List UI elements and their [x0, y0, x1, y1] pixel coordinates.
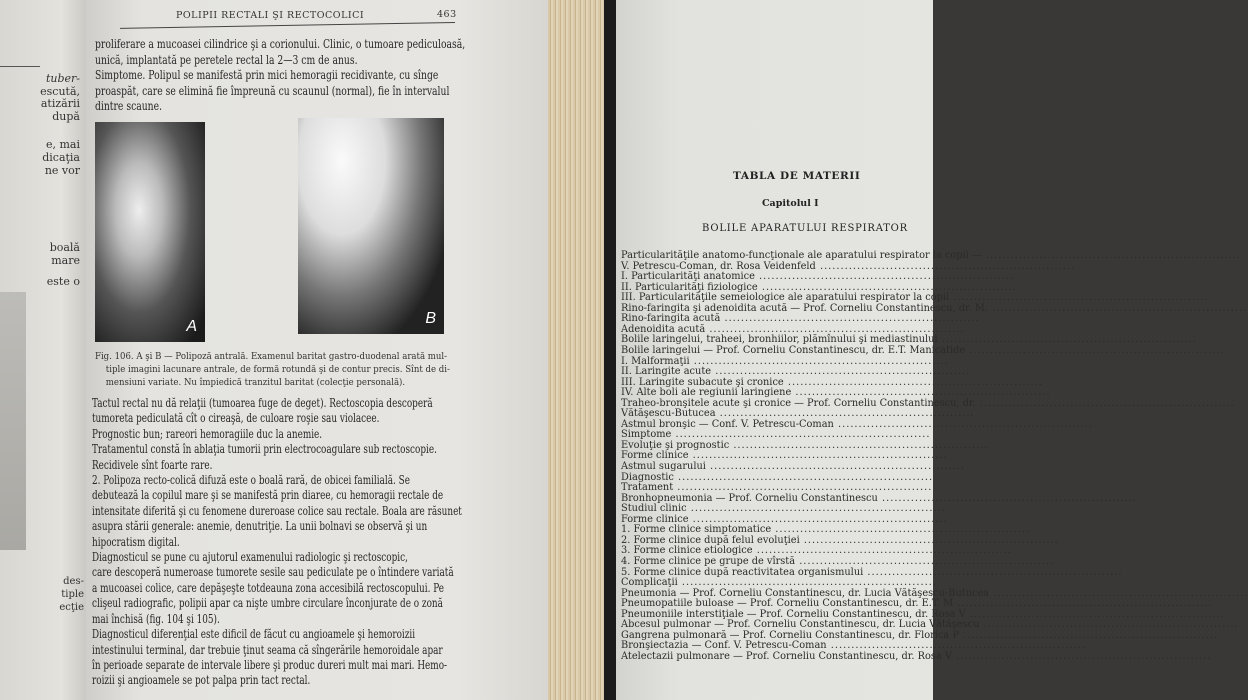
- toc-entry-text: Bronşiectazia — Conf. V. Petrescu-Coman: [621, 640, 827, 652]
- leader-dots: ..............................................................: [981, 250, 1241, 261]
- toc-entry-text: IV. Alte boli ale regiunii laringiene: [621, 387, 792, 399]
- running-head: POLIPII RECTALI ŞI RECTOCOLICI: [176, 10, 365, 21]
- leader-dots: ..............................................................: [688, 513, 948, 525]
- leader-dots: ..............................................................: [689, 355, 949, 367]
- leader-dots: ..............................................................: [705, 323, 965, 335]
- toc-entry-text: Abcesul pulmonar — Prof. Corneliu Constantinescu, dr. Lucia Vătăşescu: [621, 619, 980, 631]
- leader-dots: ..............................................................: [988, 302, 1248, 314]
- toc-entry-text: I. Particularităţi anatomice: [621, 271, 755, 283]
- toc-entry-text: Bolile laringelui, traheei, bronhiilor, plămînului şi mediastinului: [621, 334, 938, 346]
- text-line: a mucoasei colice, care depăşeşte totdeauna zona accesibilă rectoscopului. Pe: [92, 579, 445, 595]
- toc-entry-text: 5. Forme clinice după reactivitatea organismului: [621, 566, 864, 578]
- text-line: intestinului terminal, dar trebuie ţinut seama că sîngerările hemoroidale apar: [92, 641, 443, 657]
- toc-entry-text: II. Particularităţi fiziologice: [621, 281, 758, 293]
- toc-entry-text: Particularităţile anatomo-funcţionale ale aparatului respirator la copii —: [621, 250, 982, 261]
- toc-entry-text: Gangrena pulmonară — Prof. Corneliu Constantinescu, dr. Florica P: [621, 629, 959, 641]
- text-fragment: dicaţia: [42, 151, 80, 164]
- leader-dots: ..............................................................: [671, 429, 931, 441]
- text-line: hipocratism digital.: [92, 533, 180, 549]
- text-line: Tactul rectal nu dă relaţii (tumoarea fuge de deget). Rectoscopia descoperă: [92, 395, 433, 410]
- text-line: roizii şi angioamele se pot palpa prin tact rectal.: [92, 672, 311, 688]
- text-line: intensitate diferită şi cu fenomene dureroase colice sau rectale. Boala are răsunet: [92, 502, 462, 518]
- leader-dots: ..............................................................: [720, 313, 980, 325]
- leader-dots: ..............................................................: [711, 366, 971, 378]
- left-page-photo: [0, 292, 26, 550]
- toc-entry-text: Atelectazii pulmonare — Prof. Corneliu Constantinescu, dr. Rosa V: [621, 650, 952, 662]
- toc-entry-text: Pneumoniile interstiţiale — Prof. Corneliu Constantinescu, dr. Rosa V: [621, 608, 966, 620]
- text-fragment: tuber-: [45, 72, 80, 85]
- text-line: dintre scaune.: [95, 98, 163, 113]
- toc-entry-text: Simptome: [621, 429, 672, 441]
- toc-entry-text: II. Laringite acute: [621, 366, 712, 378]
- toc-entry-text: I. Malformaţii: [621, 355, 690, 367]
- text-fragment: atizării: [40, 97, 80, 110]
- leader-dots: ..............................................................: [673, 482, 933, 494]
- leader-dots: ..............................................................: [949, 292, 1209, 304]
- toc-entry-text: Evoluţie şi prognostic: [621, 439, 730, 451]
- leader-dots: ..............................................................: [688, 450, 948, 462]
- text-fragment: ecţie: [59, 602, 84, 613]
- text-line: care descoperă numeroase tumorete sesile sau pediculate pe o întindere variată: [92, 564, 454, 580]
- text-line: Recidivele sînt foarte rare.: [92, 456, 213, 472]
- text-line: Tratamentul constă în ablaţia tumorii prin electrocoagulare sub rectoscopie.: [92, 441, 437, 457]
- text-line: debutează la copilul mare şi se manifestă prin diaree, cu hemoragii rectale de: [92, 487, 444, 503]
- page-edges: [548, 0, 606, 700]
- figure-caption: [95, 350, 489, 389]
- text-line: în perioade separate de intervale libere şi produc dureri mult mai mari. Hemo-: [92, 656, 448, 672]
- figure-label-a: A: [186, 318, 197, 335]
- text-fragment: mare: [51, 254, 80, 267]
- xray-image-b: [298, 118, 444, 334]
- leader-dots: ..............................................................: [757, 281, 1017, 293]
- xray-image-a: [95, 122, 205, 342]
- toc-entry-text: Rino-faringita acută: [621, 313, 721, 325]
- text-fragment: după: [52, 110, 80, 123]
- leader-dots: ..............................................................: [771, 524, 1031, 536]
- toc-entry-text: 2. Forme clinice după felul evoluţiei: [621, 534, 800, 546]
- text-line: proaspăt, care se elimină fie împreună cu scaunul (normal), fie în intervalul: [95, 82, 450, 98]
- toc-entry-text: 3. Forme clinice etiologice: [621, 545, 753, 557]
- text-fragment: ne vor: [44, 164, 80, 177]
- toc-entry-text: III. Laringite subacute şi cronice: [621, 376, 784, 388]
- toc-entry-text: Forme clinice: [621, 513, 689, 525]
- page-number: 463: [437, 9, 457, 20]
- toc-entry-text: Forme clinice: [621, 450, 689, 462]
- toc-entry-text: Diagnostic: [621, 471, 674, 483]
- leader-dots: ..............................................................: [965, 344, 1225, 356]
- leader-dots: ..............................................................: [715, 408, 975, 420]
- leader-dots: ..............................................................: [826, 640, 1086, 652]
- leader-dots: ..............................................................: [754, 271, 1015, 283]
- header-rule: [0, 66, 40, 67]
- toc-entry-text: V. Petrescu-Coman, dr. Rosa Veidenfeld: [621, 260, 816, 272]
- text-line: unică, implantată pe peretele rectal la 2—3 cm de anus.: [95, 51, 358, 67]
- toc-entry-text: Complicaţii: [621, 577, 678, 589]
- chapter-title: BOLILE APARATULUI RESPIRATOR: [702, 223, 909, 234]
- toc-entry-text: Pneumopatiile buloase — Prof. Corneliu Constantinescu, dr. E.T. M: [621, 598, 954, 610]
- leader-dots: ..............................................................: [752, 545, 1012, 557]
- leader-dots: ..............................................................: [729, 439, 989, 451]
- toc-entry-text: III. Particularităţile semeiologice ale aparatului respirator la copil: [621, 292, 950, 304]
- text-line: Simptome. Polipul se manifestă prin mici hemoragii recidivante, cu sînge: [95, 67, 439, 82]
- text-fragment: escută,: [40, 85, 80, 98]
- leader-dots: ..............................................................: [677, 577, 937, 589]
- toc-entry-text: Vătăşescu-Butucea: [621, 408, 716, 420]
- text-line: Diagnosticul diferenţial este dificil de făcut cu angioamele şi hemoroizii: [92, 626, 416, 642]
- leader-dots: ..............................................................: [833, 418, 1094, 430]
- text-fragment: boală: [49, 241, 80, 254]
- toc-entry-text: Rino-faringita şi adenoidita acută — Prof. Corneliu Constantinescu, dr. M.: [621, 302, 989, 314]
- leader-dots: ..............................................................: [783, 376, 1043, 388]
- leader-dots: ..............................................................: [953, 598, 1213, 610]
- top-paragraph: [95, 36, 596, 114]
- leader-dots: ..............................................................: [937, 334, 1197, 346]
- chapter-label: Capitolul I: [762, 198, 819, 209]
- leader-dots: ..............................................................: [705, 461, 966, 472]
- text-line: asupra stării generale: anemie, denutriţie. La unii bolnavi se observă şi un: [92, 518, 428, 534]
- toc-entry-text: Studiul clinic: [621, 503, 687, 515]
- leader-dots: ..............................................................: [958, 629, 1219, 641]
- text-line: mai închisă (fig. 104 şi 105).: [92, 610, 220, 626]
- leader-dots: ..............................................................: [877, 492, 1138, 504]
- leader-dots: ..............................................................: [951, 650, 1212, 662]
- toc-title: TABLA DE MATERII: [733, 170, 861, 182]
- leader-dots: ..............................................................: [863, 566, 1123, 578]
- text-fragment: des-: [63, 576, 84, 587]
- text-line: 2. Polipoza recto-colică difuză este o boală rară, de obicei familială. Se: [92, 472, 410, 488]
- figure-label-b: B: [425, 310, 436, 327]
- text-line: Diagnosticul se pune cu ajutorul examenului radiologic şi rectoscopic,: [92, 549, 408, 565]
- toc-entry-text: Tratament: [621, 482, 674, 494]
- toc-entry-text: Astmul sugarului: [621, 461, 706, 472]
- text-fragment: tiple: [61, 589, 84, 600]
- text-line: tumoreta pediculată cît o cireaşă, de culoare roşie sau violacee.: [92, 410, 380, 426]
- leader-dots: ..............................................................: [795, 555, 1055, 567]
- leader-dots: ..............................................................: [989, 587, 1248, 599]
- toc-entry-text: 1. Forme clinice simptomatice: [621, 524, 772, 536]
- leader-dots: ..............................................................: [791, 387, 1051, 399]
- text-fragment: este o: [46, 275, 80, 288]
- toc-entry-text: Pneumonia — Prof. Corneliu Constantinescu, dr. Lucia Vătăşescu-Butucea: [621, 587, 990, 599]
- toc-entry-text: Astmul bronşic — Conf. V. Petrescu-Coman: [621, 418, 834, 430]
- text-line: clişeul radiografic, polipii apar ca nişte umbre circulare înconjurate de o zonă: [92, 595, 443, 611]
- text-fragment: e, mai: [45, 138, 80, 151]
- leader-dots: ..............................................................: [686, 503, 946, 515]
- leader-dots: ..............................................................: [965, 608, 1225, 620]
- leader-dots: ..............................................................: [673, 471, 934, 483]
- leader-dots: ..............................................................: [799, 534, 1059, 546]
- toc-entry-text: Bronhopneumonia — Prof. Corneliu Constantinescu: [621, 492, 878, 504]
- body-text: [92, 395, 614, 688]
- toc-entry-text: Adenoidita acută: [621, 323, 706, 335]
- toc-entry-text: Bolile laringelui — Prof. Corneliu Constantinescu, dr. E.T. Manicatide: [621, 344, 966, 356]
- toc-entry-text: 4. Forme clinice pe grupe de vîrstă: [621, 555, 796, 567]
- leader-dots: ..............................................................: [979, 619, 1239, 631]
- leader-dots: ..............................................................: [975, 397, 1235, 409]
- toc-entry: [621, 650, 1212, 663]
- text-line: proliferare a mucoasei cilindrice şi a corionului. Clinic, o tumoare pediculoasă,: [95, 36, 466, 51]
- caption-line: tiple imagini lacunare antrale, de formă rotundă şi de contur precis. Sînt de di-: [105, 364, 450, 375]
- text-line: Prognostic bun; rareori hemoragiile duc la anemie.: [92, 425, 323, 441]
- leader-dots: ..............................................................: [815, 260, 1076, 272]
- caption-line: Fig. 106. A şi B — Polipoză antrală. Examenul baritat gastro-duodenal arată mul-: [95, 351, 448, 362]
- caption-line: mensiuni variate. Nu împiedică tranzitul baritat (colecţie personală).: [105, 377, 406, 388]
- toc-entry-text: Traheo-bronşitele acute şi cronice — Prof. Corneliu Constantinescu, dr.: [621, 397, 976, 409]
